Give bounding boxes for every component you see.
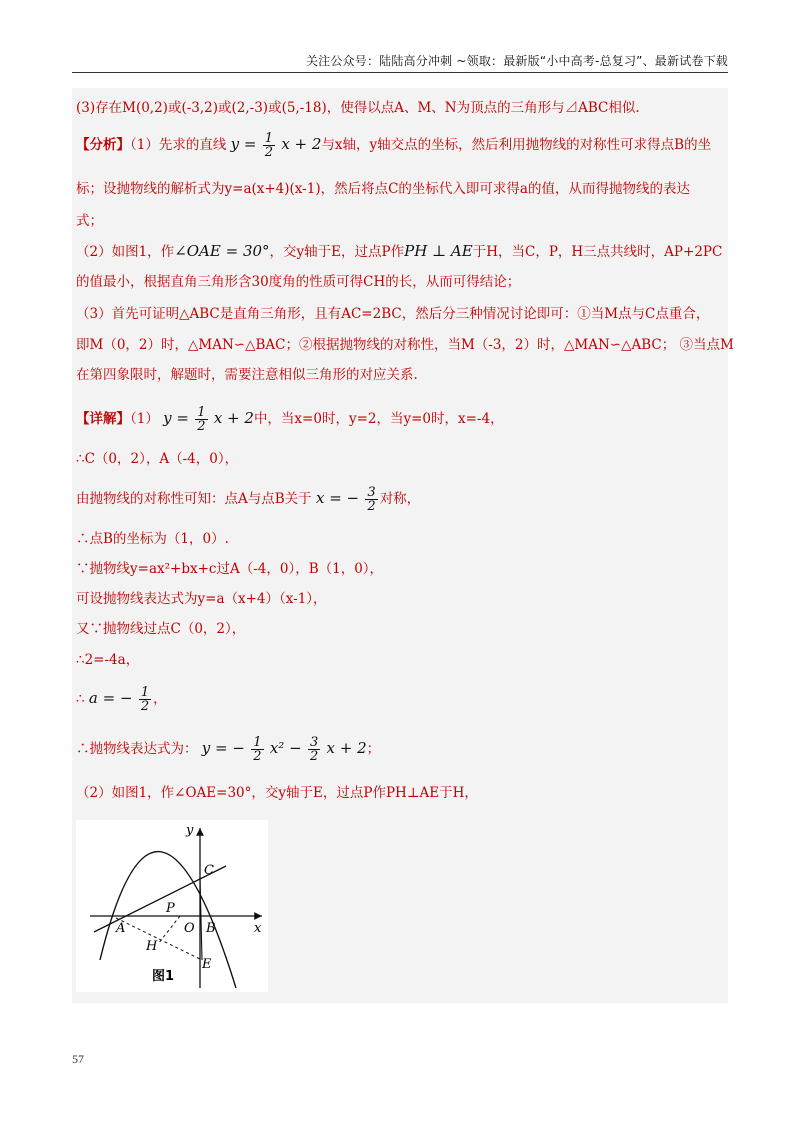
analysis-line-1 [76,132,722,159]
solution-panel [72,88,734,1003]
detail-line-1: 【详解】（1） y = $\frac{1}{2}$ x + 2中，当x=0时，y=2，当y=0时，x=-4， [76,405,504,434]
analysis-line-5: 的值最小，根据直角三角形含30度角的性质可得CH的长，从而可得结论； [76,274,521,290]
detail-line-7: 又∵抛物线过点C（0，2）， [76,621,246,637]
page-header: 关注公众号：陆陆高分冲刺 ~领取：最新版“小中高考-总复习”、最新试卷下载 [305,54,728,68]
parabola [100,852,236,988]
detail-line-3: 由抛物线的对称性可知：点A与点B关于 x = − $\frac{3}{2}$ 对称， [76,485,421,514]
symmetry-axis: x = − [315,489,360,507]
angle-oae: ∠OAE = 30° [174,242,270,260]
analysis-line-3: 式； [76,213,103,229]
figure-1-graph [76,820,268,992]
analysis-line-4: （2）如图1，作∠OAE = 30°，交y轴于E，过点P作PH ⊥ AE于H，当C，P，H三点共线时，AP+2PC [76,242,723,260]
analysis-tag: 【分析】 [76,137,130,153]
label-y: y [186,823,194,838]
analysis-text-1a: （1）先求的直线 [130,137,227,153]
detail-line-11: （2）如图1，作∠OAE=30°，交y轴于E，过点P作PH⊥AE于H， [76,785,478,801]
line-equation-y: y = [230,135,257,153]
detail-tag: 【详解】 [76,411,130,427]
ph-perp-ae: PH ⊥ AE [404,242,473,260]
analysis-text-1b: 与x轴，y轴交点的坐标，然后利用抛物线的对称性可求得点B的坐 [321,137,712,153]
fraction-one-half-4: $\frac{1}{2}$ [253,735,262,764]
analysis-line-6: （3）首先可证明△ABC是直角三角形，且有AC=2BC，然后分三种情况讨论即可：①当M点与C点重合， [76,306,710,322]
detail-line-4: ∴点B的坐标为（1，0）. [76,531,229,547]
fraction-three-halves-2: $\frac{3}{2}$ [309,735,319,764]
detail-line-10: ∴抛物线表达式为： y = − $\frac{1}{2}$ x² − $\frac{3}{2}$ x + 2； [76,735,381,764]
analysis-line-2: 标；设抛物线的解析式为y=a(x+4)(x-1)，然后将点C的坐标代入即可求得a的值，从而得抛物线的表达 [76,181,690,197]
detail-line-9: ∴ a = − $\frac{1}{2}$ ， [76,685,167,714]
label-x: x [254,921,262,936]
label-b: B [206,921,216,936]
line-equation-rest: x + 2 [281,135,322,153]
analysis-line-8: 在第四象限时，解题时，需要注意相似三角形的对应关系. [76,367,418,383]
answer-part-3: (3)存在M(0,2)或(-3,2)或(2,-3)或(5,-18)，使得以点A、M、N为顶点的三角形与⊿ABC相似. [76,100,640,116]
detail-line-6: 可设抛物线表达式为y=a（x+4）（x-1）， [76,591,327,607]
detail-line-2: ∴C（0，2），A（-4，0）， [76,451,239,467]
detail-line-8: ∴2=-4a， [76,652,140,668]
fraction-three-halves: $\frac{3}{2}$ [367,485,376,514]
label-a: A [116,921,126,936]
label-p: P [166,901,175,916]
label-h: H [146,939,158,954]
label-o: O [184,921,195,936]
fraction-one-half-2: $\frac{1}{2}$ [197,405,206,434]
fraction-one-half: $\frac{1}{2}$ [264,131,274,160]
page-number: 57 [72,1052,84,1066]
header-divider [72,72,728,73]
fraction-one-half-3: $\frac{1}{2}$ [140,685,150,714]
dashed-ph [158,916,180,944]
analysis-line-7: 即M（0，2）时，△MAN∽△BAC；②根据抛物线的对称性，当M（-3，2）时，△MAN∽△ABC； ③当点M [76,337,734,353]
label-c: C [204,863,214,878]
label-e: E [202,957,212,972]
figure-caption: 图1 [152,969,175,984]
figure-1 [76,820,268,992]
detail-line-5: ∵抛物线y=ax²+bx+c过A（-4，0），B（1，0）， [76,561,384,577]
